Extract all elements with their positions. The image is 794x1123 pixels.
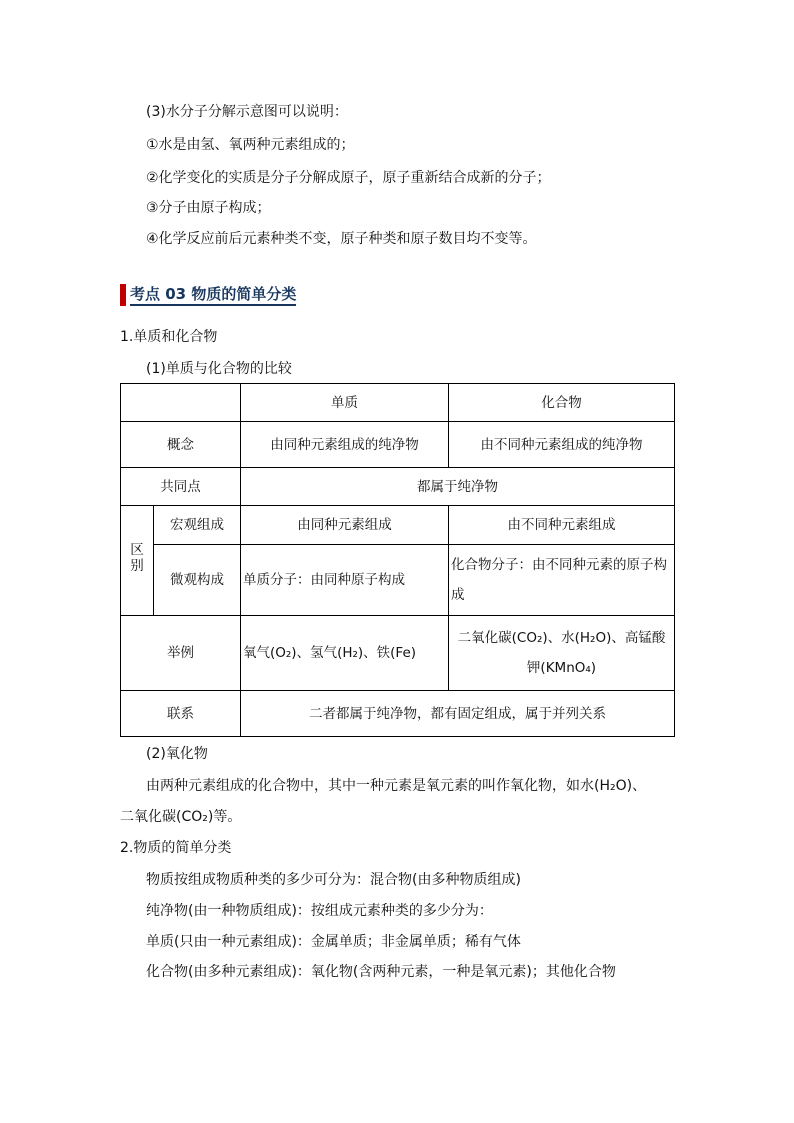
row-label-relation: 联系 [121, 691, 241, 737]
part1-subtitle: (1)单质与化合物的比较 [146, 361, 292, 377]
part2-line-3: 单质(只由一种元素组成)：金属单质；非金属单质；稀有气体 [146, 934, 521, 950]
micro-simple: 单质分子：由同种原子构成 [241, 545, 449, 616]
oxide-para-1: 由两种元素组成的化合物中，其中一种元素是氧元素的叫作氧化物，如水(H₂O)、 [146, 778, 647, 794]
oxide-para-2: 二氧化碳(CO₂)等。 [120, 809, 242, 825]
intro-line-4: ③分子由原子构成； [146, 200, 271, 216]
table-header-row [121, 384, 675, 422]
intro-line-1: (3)水分子分解示意图可以说明： [146, 104, 348, 120]
example-simple: 氧气(O₂)、氢气(H₂)、铁(Fe) [241, 616, 449, 691]
row-label-difference: 区别 [121, 506, 154, 616]
table-row [121, 616, 675, 691]
common-value: 都属于纯净物 [241, 468, 675, 506]
oxide-title: (2)氧化物 [146, 746, 208, 762]
part2-line-1: 物质按组成物质种类的多少可分为：混合物(由多种物质组成) [146, 872, 521, 888]
intro-line-2: ①水是由氢、氧两种元素组成的； [146, 137, 355, 153]
part2-line-4: 化合物(由多种元素组成)：氧化物(含两种元素，一种是氧元素)；其他化合物 [146, 964, 616, 980]
table-row [121, 545, 675, 616]
heading-bar [120, 284, 126, 306]
table-row [121, 506, 675, 545]
row-label-macro: 宏观组成 [154, 506, 241, 545]
macro-simple: 由同种元素组成 [241, 506, 449, 545]
row-label-concept: 概念 [121, 422, 241, 468]
section-heading [120, 284, 296, 306]
concept-compound: 由不同种元素组成的纯净物 [449, 422, 675, 468]
header-simple-substance: 单质 [241, 384, 449, 422]
row-label-micro: 微观构成 [154, 545, 241, 616]
table-row [121, 468, 675, 506]
intro-line-3: ②化学变化的实质是分子分解成原子，原子重新结合成新的分子； [146, 170, 551, 186]
row-label-example: 举例 [121, 616, 241, 691]
comparison-table [120, 383, 675, 737]
part1-title: 1.单质和化合物 [120, 329, 218, 345]
micro-compound: 化合物分子：由不同种元素的原子构成 [449, 545, 675, 616]
part2-title: 2.物质的简单分类 [120, 840, 232, 856]
relation-value: 二者都属于纯净物，都有固定组成，属于并列关系 [241, 691, 675, 737]
table-row [121, 691, 675, 737]
intro-line-5: ④化学反应前后元素种类不变，原子种类和原子数目均不变等。 [146, 231, 537, 247]
section-title: 考点 03 物质的简单分类 [130, 285, 296, 306]
header-compound: 化合物 [449, 384, 675, 422]
macro-compound: 由不同种元素组成 [449, 506, 675, 545]
concept-simple: 由同种元素组成的纯净物 [241, 422, 449, 468]
table-row [121, 422, 675, 468]
row-label-common: 共同点 [121, 468, 241, 506]
table-corner-cell [121, 384, 241, 422]
example-compound: 二氧化碳(CO₂)、水(H₂O)、高锰酸钾(KMnO₄) [449, 616, 675, 691]
part2-line-2: 纯净物(由一种物质组成)：按组成元素种类的多少分为： [146, 903, 493, 919]
